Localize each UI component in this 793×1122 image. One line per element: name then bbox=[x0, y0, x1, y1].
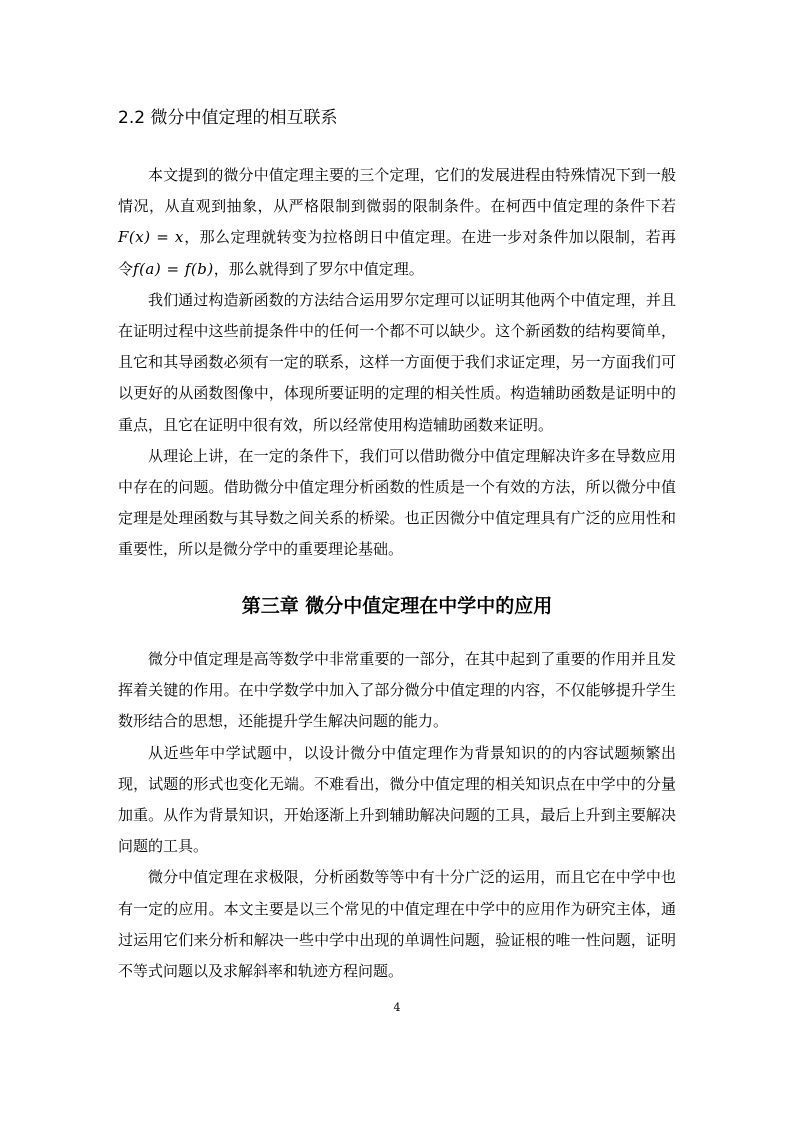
formula-rolle-condition: f(a) = f(b) bbox=[133, 259, 214, 278]
paragraph-research-scope: 微分中值定理在求极限，分析函数等等中有十分广泛的运用，而且它在中学中也有一定的应用。本文主要是以三个常见的中值定理在中学中的应用作为研究主体，通过运用它们来分析和解决一些中学中出现的单调性问题，验证根的唯一性问题，证明不等式问题以及求解斜率和轨迹方程问题。 bbox=[118, 868, 676, 981]
paragraph-theoretical-basis: 从理论上讲，在一定的条件下，我们可以借助微分中值定理解决许多在导数应用中存在的问题。借助微分中值定理分析函数的性质是一个有效的方法，所以微分中值定理是处理函数与其导数之间关系的桥梁。也正因微分中值定理具有广泛的应用性和重要性，所以是微分学中的重要理论基础。 bbox=[118, 446, 676, 559]
section-body bbox=[118, 160, 676, 566]
paragraph-theorem-relations bbox=[118, 160, 676, 285]
paragraph-exam-trend: 从近些年中学试题中，以设计微分中值定理作为背景知识的的内容试题频繁出现，试题的形式也变化无端。不难看出，微分中值定理的相关知识点在中学中的分量加重。从作为背景知识，开始逐渐上升到辅助解决问题的工具，最后上升到主要解决问题的工具。 bbox=[118, 743, 676, 856]
text-run: ，那么定理就转变为拉格朗日中值定理。在进一步对条件加以限制，若再令 bbox=[118, 228, 676, 278]
page-number: 4 bbox=[393, 1001, 401, 1014]
section-heading: 2.2 微分中值定理的相互联系 bbox=[118, 108, 338, 128]
paragraph-auxiliary-function: 我们通过构造新函数的方法结合运用罗尔定理可以证明其他两个中值定理，并且在证明过程中这些前提条件中的任何一个都不可以缺少。这个新函数的结构要简单，且它和其导函数必须有一定的联系，这样一方面便于我们求证定理，另一方面我们可以更好的从函数图像中，体现所要证明的定理的相关性质。构造辅助函数是证明中的重点，且它在证明中很有效，所以经常使用构造辅助函数来证明。 bbox=[118, 290, 676, 434]
text-run: ，那么就得到了罗尔中值定理。 bbox=[213, 259, 424, 278]
chapter-title: 第三章 微分中值定理在中学中的应用 bbox=[241, 595, 553, 617]
chapter-body bbox=[118, 644, 676, 987]
formula-cauchy-condition: F(x) = x bbox=[118, 228, 184, 247]
paragraph-importance: 微分中值定理是高等数学中非常重要的一部分，在其中起到了重要的作用并且发挥着关键的作用。在中学数学中加入了部分微分中值定理的内容，不仅能够提升学生数形结合的思想，还能提升学生解决问题的能力。 bbox=[118, 650, 676, 731]
text-run: 本文提到的微分中值定理主要的三个定理，它们的发展进程由特殊情况下到一般情况，从直观到抽象，从严格限制到微弱的限制条件。在柯西中值定理的条件下若 bbox=[118, 166, 676, 216]
